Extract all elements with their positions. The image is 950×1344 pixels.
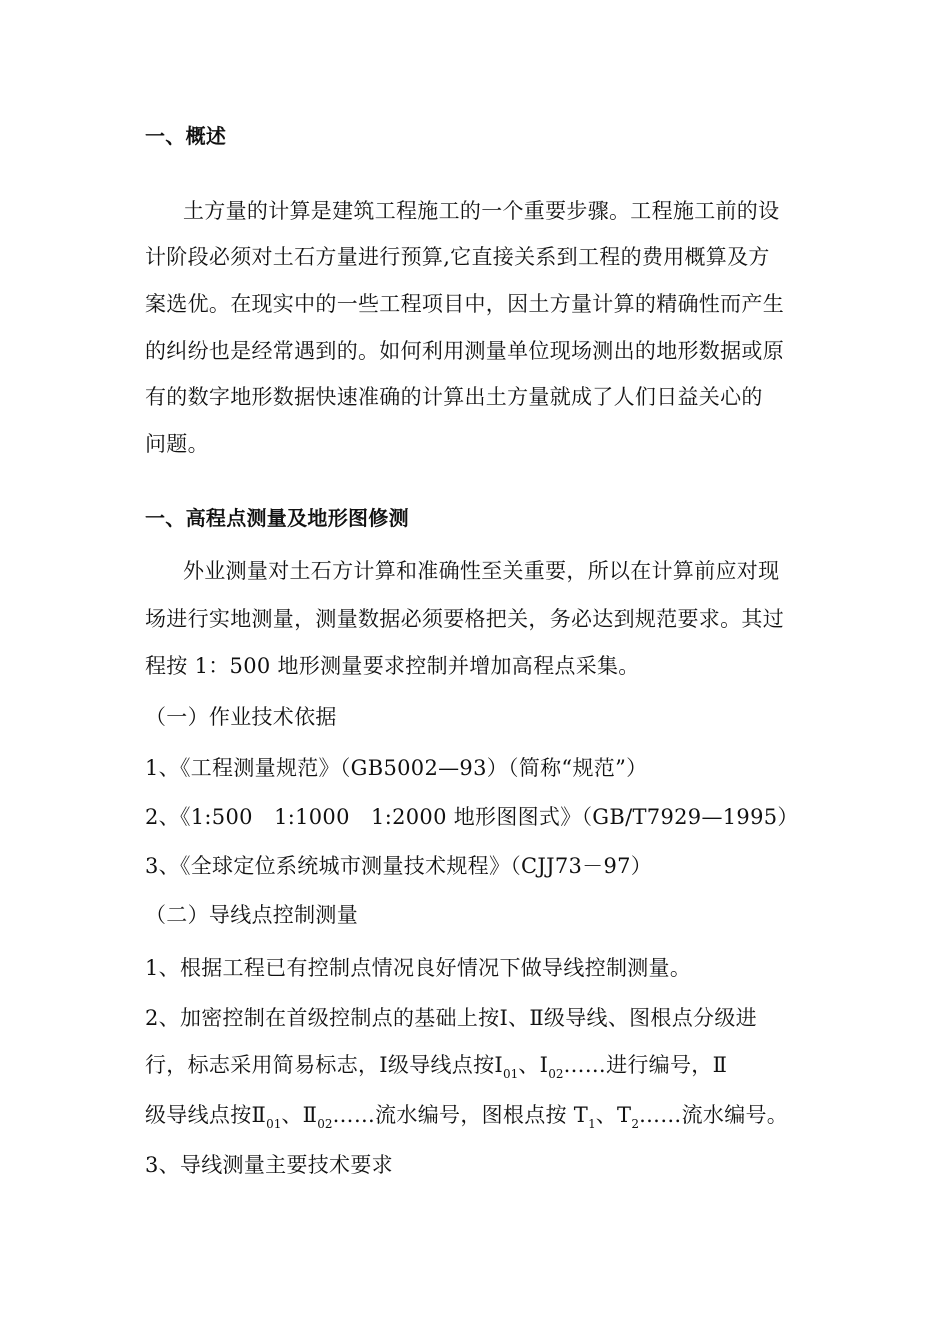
text-run: 、Ⅱ bbox=[281, 1103, 318, 1127]
paragraph-line: 土方量的计算是建筑工程施工的一个重要步骤。工程施工前的设 bbox=[183, 199, 780, 223]
list-item-continuation bbox=[145, 1050, 815, 1089]
list-item: 1、《工程测量规范》（GB5002—93）（简称“规范”） bbox=[145, 756, 648, 780]
paragraph-line: 问题。 bbox=[145, 432, 209, 456]
paragraph-line: 有的数字地形数据快速准确的计算出土方量就成了人们日益关心的 bbox=[145, 385, 763, 409]
paragraph-line: 案选优。在现实中的一些工程项目中，因土方量计算的精确性而产生 bbox=[145, 292, 784, 316]
section-heading-traverse: （二）导线点控制测量 bbox=[145, 903, 358, 927]
paragraph-line: 的纠纷也是经常遇到的。如何利用测量单位现场测出的地形数据或原 bbox=[145, 339, 784, 363]
list-item: 1、根据工程已有控制点情况良好情况下做导线控制测量。 bbox=[145, 956, 692, 980]
section-heading-basis: （一）作业技术依据 bbox=[145, 705, 337, 729]
text-run: ……流水编号，图根点按 T bbox=[332, 1103, 589, 1127]
subscript: 02 bbox=[548, 1067, 564, 1081]
paragraph-line: 程按 1：500 地形测量要求控制并增加高程点采集。 bbox=[145, 654, 640, 678]
list-item: 3、《全球定位系统城市测量技术规程》（CJJ73－97） bbox=[145, 854, 653, 878]
subscript: 01 bbox=[503, 1067, 519, 1081]
heading-overview: 一、概述 bbox=[145, 124, 227, 148]
list-item: 2、《1:500 1:1000 1:2000 地形图图式》（GB/T7929—1995） bbox=[145, 805, 799, 829]
subscript: 2 bbox=[631, 1117, 639, 1131]
text-run: ……流水编号。 bbox=[639, 1103, 789, 1127]
text-run: 、Ⅰ bbox=[518, 1053, 549, 1077]
subscript: 01 bbox=[266, 1117, 282, 1131]
list-item: 3、导线测量主要技术要求 bbox=[145, 1153, 393, 1177]
heading-survey: 一、高程点测量及地形图修测 bbox=[145, 506, 409, 530]
text-run: 、T bbox=[595, 1103, 632, 1127]
paragraph-line: 外业测量对土石方计算和准确性至关重要，所以在计算前应对现 bbox=[183, 559, 780, 583]
text-run: 级导线点按Ⅱ bbox=[145, 1103, 267, 1127]
paragraph-line: 场进行实地测量，测量数据必须要格把关，务必达到规范要求。其过 bbox=[145, 607, 784, 631]
list-item-continuation bbox=[145, 1100, 815, 1139]
text-run: ……进行编号，Ⅱ bbox=[563, 1053, 728, 1077]
paragraph-line: 计阶段必须对土石方量进行预算,它直接关系到工程的费用概算及方 bbox=[145, 245, 770, 269]
text-run: 行，标志采用简易标志，Ⅰ级导线点按Ⅰ bbox=[145, 1053, 503, 1077]
list-item: 2、加密控制在首级控制点的基础上按Ⅰ、Ⅱ级导线、图根点分级进 bbox=[145, 1006, 757, 1030]
subscript: 1 bbox=[588, 1117, 596, 1131]
subscript: 02 bbox=[317, 1117, 333, 1131]
